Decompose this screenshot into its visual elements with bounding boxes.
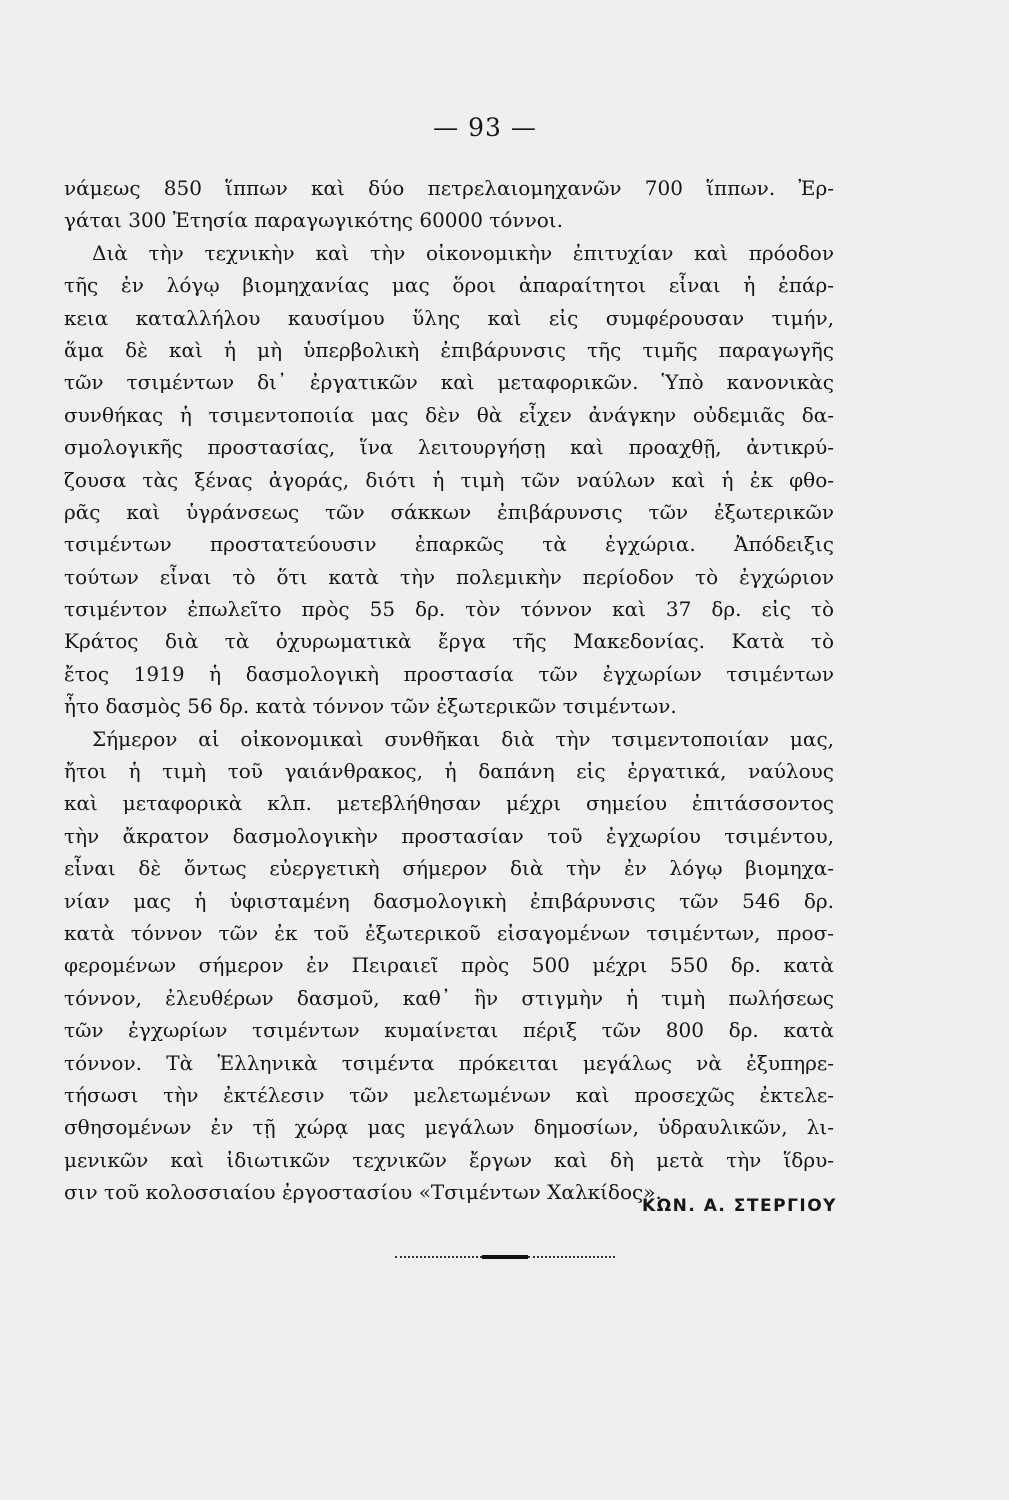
end-divider [395, 1254, 615, 1260]
text-line: ζουσα τὰς ξένας ἀγοράς, διότι ἡ τιμὴ τῶν ναύλων καὶ ἡ ἐκ φθο- [64, 467, 834, 492]
body-text [64, 172, 834, 1209]
text-line: Σήμερον αἱ οἰκονομικαὶ συνθῆκαι διὰ τὴν τσιμεντοποιίαν μας, [92, 726, 834, 751]
text-line: τόννον, ἐλευθέρων δασμοῦ, καθ᾽ ἣν στιγμὴν ἡ τιμὴ πωλήσεως [64, 985, 834, 1010]
text-line: ρᾶς καὶ ὑγράνσεως τῶν σάκκων ἐπιβάρυνσις τῶν ἐξωτερικῶν [64, 499, 834, 524]
page-number: — 93 — [433, 113, 537, 142]
text-line: τὴν ἄκρατον δασμολογικὴν προστασίαν τοῦ ἐγχωρίου τσιμέντου, [64, 823, 834, 848]
text-line: τσιμέντων προστατεύουσιν ἐπαρκῶς τὰ ἐγχώρια. Ἀπόδειξις [64, 532, 834, 557]
text-line: νάμεως 850 ἵππων καὶ δύο πετρελαιομηχανῶν 700 ἵππων. Ἐρ- [64, 176, 834, 200]
text-line: μενικῶν καὶ ἰδιωτικῶν τεχνικῶν ἔργων καὶ δὴ μετὰ τὴν ἵδρυ- [64, 1147, 834, 1172]
text-line: φερομένων σήμερον ἐν Πειραιεῖ πρὸς 500 μέχρι 550 δρ. κατὰ [64, 953, 834, 978]
text-line: γάται 300 Ἐτησία παραγωγικότης 60000 τόννοι. [64, 208, 563, 233]
text-line: τήσωσι τὴν ἐκτέλεσιν τῶν μελετωμένων καὶ προσεχῶς ἐκτελε- [64, 1082, 834, 1107]
text-line: τῶν ἐγχωρίων τσιμέντων κυμαίνεται πέριξ τῶν 800 δρ. κατὰ [64, 1018, 834, 1043]
text-line: κατὰ τόννον τῶν ἐκ τοῦ ἐξωτερικοῦ εἰσαγομένων τσιμέντων, προσ- [64, 920, 834, 945]
text-line: σμολογικῆς προστασίας, ἵνα λειτουργήσῃ καὶ προαχθῇ, ἀντικρύ- [64, 435, 834, 460]
text-line: Διὰ τὴν τεχνικὴν καὶ τὴν οἰκονομικὴν ἐπιτυχίαν καὶ πρόοδον [92, 240, 834, 265]
text-line: τούτων εἶναι τὸ ὅτι κατὰ τὴν πολεμικὴν περίοδον τὸ ἐγχώριον [64, 564, 834, 589]
text-line: συνθήκας ἡ τσιμεντοποιία μας δὲν θὰ εἶχεν ἀνάγκην οὐδεμιᾶς δα- [64, 402, 834, 427]
text-line: σθησομένων ἐν τῇ χώρᾳ μας μεγάλων δημοσίων, ὑδραυλικῶν, λι- [64, 1115, 834, 1140]
text-line: καὶ μεταφορικὰ κλπ. μετεβλήθησαν μέχρι σημείου ἐπιτάσσοντος [64, 791, 834, 816]
text-line: τσιμέντον ἐπωλεῖτο πρὸς 55 δρ. τὸν τόννον καὶ 37 δρ. εἰς τὸ [64, 597, 834, 622]
text-line: Κράτος διὰ τὰ ὀχυρωματικὰ ἔργα τῆς Μακεδονίας. Κατὰ τὸ [64, 629, 834, 654]
text-line: τῶν τσιμέντων δι᾽ ἐργατικῶν καὶ μεταφορικῶν. Ὑπὸ κανονικὰς [64, 370, 834, 395]
text-line: τόννον. Τὰ Ἑλληνικὰ τσιμέντα πρόκειται μεγάλως νὰ ἐξυπηρε- [64, 1050, 834, 1075]
text-line: κεια καταλλήλου καυσίμου ὕλης καὶ εἰς συμφέρουσαν τιμήν, [64, 305, 834, 330]
signature: ΚΩΝ. Α. ΣΤΕΡΓΙΟΥ [642, 1196, 837, 1216]
text-line: σιν τοῦ κολοσσιαίου ἐργοστασίου «Τσιμέντων Χαλκίδος». [64, 1180, 662, 1205]
text-line: τῆς ἐν λόγῳ βιομηχανίας μας ὅροι ἀπαραίτητοι εἶναι ἡ ἐπάρ- [64, 273, 834, 298]
text-line: ἤτοι ἡ τιμὴ τοῦ γαιάνθρακος, ἡ δαπάνη εἰς ἐργατικά, ναύλους [64, 759, 834, 784]
text-line: ἅμα δὲ καὶ ἡ μὴ ὑπερβολικὴ ἐπιβάρυνσις τῆς τιμῆς παραγωγῆς [64, 337, 834, 362]
text-line: ἦτο δασμὸς 56 δρ. κατὰ τόννον τῶν ἐξωτερικῶν τσιμέντων. [64, 694, 677, 719]
text-line: ἔτος 1919 ἡ δασμολογικὴ προστασία τῶν ἐγχωρίων τσιμέντων [64, 661, 834, 686]
text-line: νίαν μας ἡ ὑφισταμένη δασμολογικὴ ἐπιβάρυνσις τῶν 546 δρ. [64, 888, 834, 913]
text-line: εἶναι δὲ ὄντως εὐεργετικὴ σήμερον διὰ τὴν ἐν λόγῳ βιομηχα- [64, 856, 834, 881]
